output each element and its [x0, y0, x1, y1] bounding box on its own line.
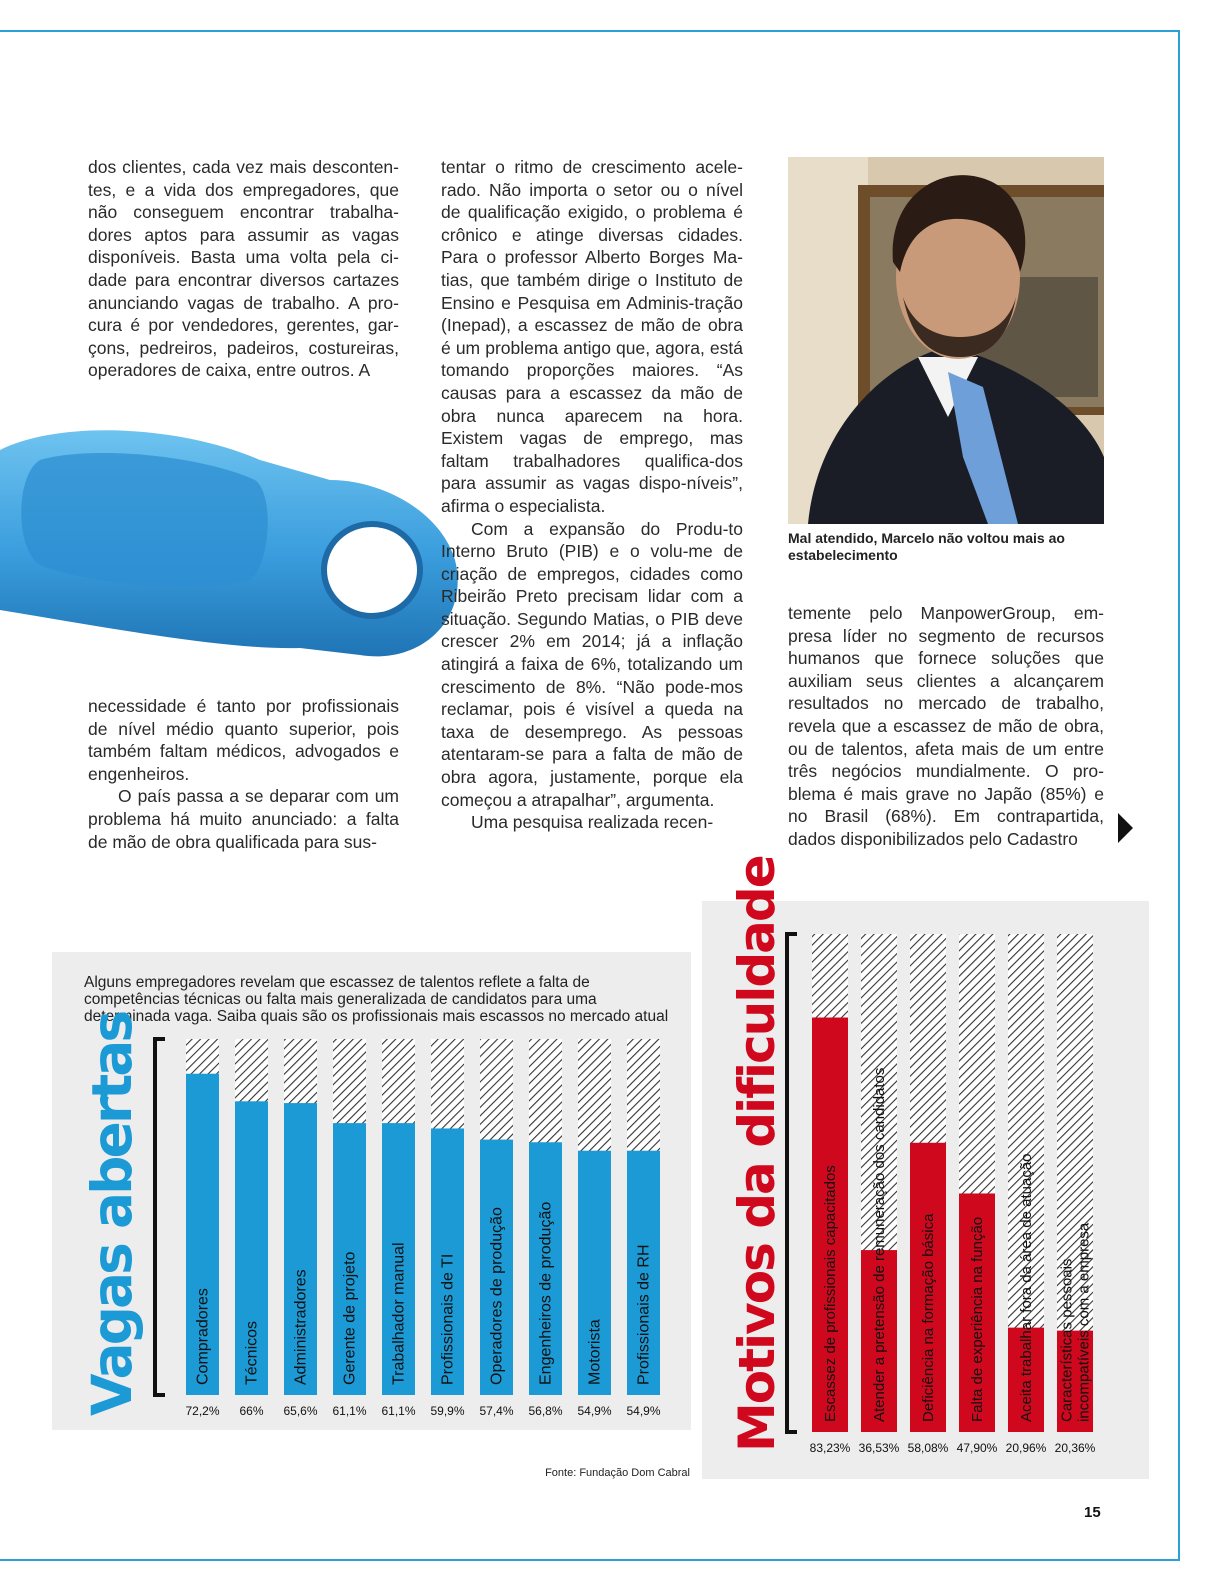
bar-value-label: 20,36% [1054, 1441, 1096, 1455]
bar-category-label: Técnicos [243, 1320, 261, 1385]
bar-category-label: Deficiência na formação básica [920, 1213, 937, 1422]
chart-source: Fonte: Fundação Dom Cabral [545, 1467, 690, 1479]
paragraph: O país passa a se deparar com um problema há muito anunciado: a falta de mão de obra qualificada para sus- [88, 786, 399, 852]
chart-bracket [787, 934, 797, 1432]
bar-value-label: 65,6% [283, 1404, 318, 1418]
bar-category-label: Profissionais de TI [439, 1253, 457, 1385]
bar-category-label: Motorista [586, 1319, 604, 1385]
bar-category-label: Compradores [194, 1288, 212, 1385]
bar-value-label: 61,1% [381, 1404, 416, 1418]
bar-value-label: 36,53% [858, 1441, 900, 1455]
motivos-chart-title: Motivos da dificuldade [728, 856, 786, 1452]
photo-caption: Mal atendido, Marcelo não voltou mais ao estabelecimento [788, 530, 1065, 563]
bar-category-label: Falta de experiência na função [969, 1216, 986, 1422]
chart-bracket [155, 1039, 165, 1395]
paragraph: temente pelo ManpowerGroup, em-presa líder no segmento de recursos humanos que fornece soluções que auxiliam seus clientes a alcançarem resultados no mercado de trabalho, revela que a escassez de mão de obra, ou de talentos, afeta mais de um entre três negócios mundialmente. O pro-blema é mais grave no Japão (85%) e no Brasil (68%). Em contrapartida, dados disponibilizados pelo Cadastro [788, 603, 1104, 849]
bar-category-label: Operadores de produção [488, 1207, 506, 1385]
bar-value-label: 54,9% [626, 1404, 661, 1418]
paragraph: Uma pesquisa realizada recen- [471, 812, 714, 833]
bar-value-label: 54,9% [577, 1404, 612, 1418]
bar-category-label: Trabalhador manual [390, 1242, 408, 1385]
bar-category-label: Administradores [292, 1269, 310, 1385]
vagas-chart-description: Alguns empregadores revelam que escassez de talentos reflete a falta de competências técnicas ou falta mais generalizada de candidatos para uma determinada vaga. Saiba quais são os profissionais mais escassos no mercado atual [84, 974, 669, 1025]
vagas-chart-title: Vagas abertas [80, 1012, 144, 1416]
bar-value-label: 83,23% [809, 1441, 851, 1455]
paragraph: dos clientes, cada vez mais desconten-tes, e a vida dos empregadores, que não conseguem encontrar trabalha-dores aptos para assumir as vagas disponíveis. Basta uma volta pela ci-dade para encontrar diversos cartazes anunciando vagas de trabalho. A pro-cura é por vendedores, gerentes, gar-çons, pedreiros, padeiros, costureiras, operadores de caixa, entre outros. A [88, 157, 399, 381]
page-number: 15 [1084, 1504, 1101, 1521]
paragraph: necessidade é tanto por profissionais de nível médio quanto superior, pois também faltam médicos, advogados e engenheiros. [88, 696, 399, 784]
bar-value-label: 59,9% [430, 1404, 465, 1418]
bar-category-label: Aceita trabalhar fora da área de atuação [1018, 1153, 1035, 1422]
bar-value-label: 58,08% [907, 1441, 949, 1455]
bar-category-label: Características pessoaisincompatíveis com a empresa [1058, 1222, 1093, 1422]
bar-category-label: Escassez de profissionais capacitados [822, 1165, 839, 1422]
paragraph: tentar o ritmo de crescimento acele-rado. Não importa o setor ou o nível de qualificação exigido, o problema é crônico e atinge diversas cidades. Para o professor Alberto Borges Ma-tias, que também dirige o Instituto de Ensino e Pesquisa em Adminis-tração (Inepad), a escassez de mão de obra é um problema antigo que, agora, está tomando proporções maiores. “As causas para a escassez da mão de obra nunca aparecem na hora. Existem vagas de emprego, mas faltam trabalhadores qualifica-dos para assumir as vagas dispo-níveis”, afirma o especialista. [441, 157, 743, 516]
bar-value-label: 47,90% [956, 1441, 998, 1455]
bar-category-label: Profissionais de RH [635, 1244, 653, 1385]
bar-category-label: Gerente de projeto [341, 1251, 359, 1385]
bar-value-label: 61,1% [332, 1404, 367, 1418]
bar-category-label: Engenheiros de produção [537, 1201, 555, 1385]
bar-value-label: 20,96% [1005, 1441, 1047, 1455]
bar-category-label: Atender a pretensão de remuneração dos candidatos [871, 1067, 888, 1422]
bar-value-label: 66% [239, 1404, 264, 1418]
paragraph: Com a expansão do Produ-to Interno Bruto (PIB) e o volu-me de criação de empregos, cidades como Ribeirão Preto precisam lidar com a situação. Segundo Matias, o PIB deve crescer 2% em 2014; já a inflação atingirá a faixa de 6%, totalizando um crescimento de 8%. “Não pode-mos reclamar, pois é visível a queda na taxa de desemprego. As pessoas atentaram-se para a falta de mão de obra agora, justamente, porque ela começou a atrapalhar”, argumenta. [441, 518, 743, 810]
bar-value-label: 72,2% [185, 1404, 220, 1418]
bar-value-label: 57,4% [479, 1404, 514, 1418]
bar-value-label: 56,8% [528, 1404, 563, 1418]
